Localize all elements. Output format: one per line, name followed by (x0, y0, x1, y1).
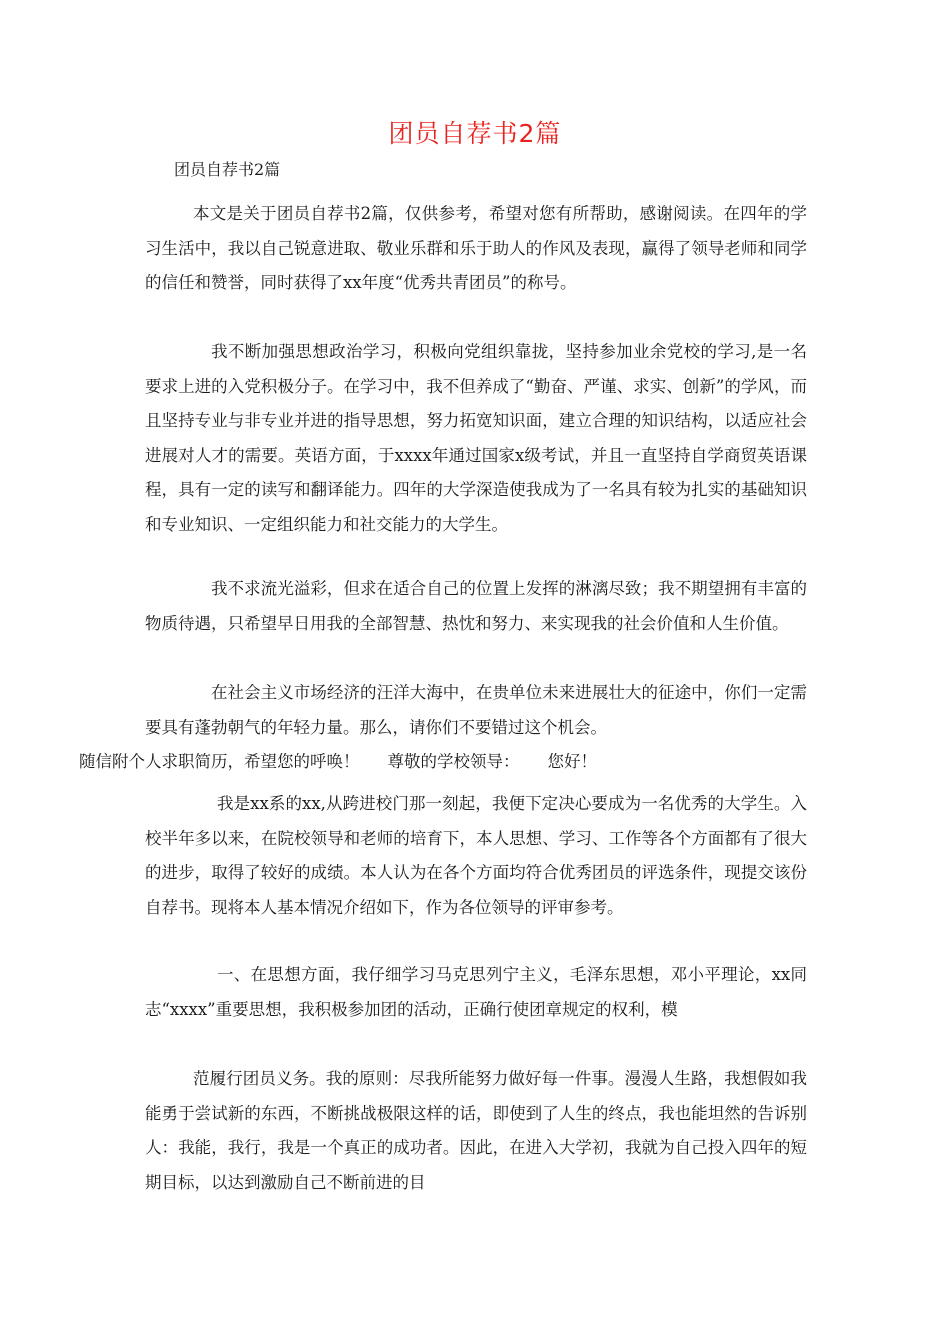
paragraph-3: 我不求流光溢彩，但求在适合自己的位置上发挥的淋漓尽致；我不期望拥有丰富的物质待遇，只希望早日用我的全部智慧、热忱和努力、来实现我的社会价值和人生价值。 (145, 579, 807, 633)
paragraph-2: 我不断加强思想政治学习，积极向党组织靠拢，坚持参加业余党校的学习,是一名要求上进的入党积极分子。在学习中，我不但养成了“勤奋、严谨、求实、创新”的学风，而且坚持专业与非专业并进的指导思想，努力拓宽知识面，建立合理的知识结构，以适应社会进展对人才的需要。英语方面，于xxxx年通过国家x级考试，并且一直坚持自学商贸英语课程，具有一定的读写和翻译能力。四年的大学深造使我成为了一名具有较为扎实的基础知识和专业知识、一定组织能力和社交能力的大学生。 (145, 342, 807, 534)
paragraph-6: 一、在思想方面，我仔细学习马克思列宁主义，毛泽东思想，邓小平理论，xx同志“xxxx”重要思想，我积极参加团的活动，正确行使团章规定的权利，模 (145, 965, 807, 1019)
document-subtitle: 团员自荐书2篇 (174, 160, 281, 179)
document-title: 团员自荐书2篇 (388, 119, 562, 148)
paragraph-4-text: 在社会主义市场经济的汪洋大海中，在贵单位未来进展壮大的征途中，你们一定需要具有蓬勃朝气的年轻力量。那么，请你们不要错过这个机会。 (145, 683, 807, 737)
paragraph-7: 范履行团员义务。我的原则：尽我所能努力做好每一件事。漫漫人生路，我想假如我能勇于尝试新的东西，不断挑战极限这样的话，即使到了人生的终点，我也能坦然的告诉别人：我能，我行，我是一个真正的成功者。因此，在进入大学初，我就为自己投入四年的短期目标，以达到激励自己不断前进的目 (145, 1069, 807, 1192)
paragraph-4 (79, 676, 807, 780)
paragraph-5: 我是xx系的xx,从跨进校门那一刻起，我便下定决心要成为一名优秀的大学生。入校半年多以来，在院校领导和老师的培育下，本人思想、学习、工作等各个方面都有了很大的进步，取得了较好的成绩。本人认为在各个方面均符合优秀团员的评选条件，现提交该份自荐书。现将本人基本情况介绍如下，作为各位领导的评审参考。 (145, 794, 807, 917)
paragraph-1: 本文是关于团员自荐书2篇，仅供参考，希望对您有所帮助，感谢阅读。在四年的学习生活中，我以自己锐意进取、敬业乐群和乐于助人的作风及表现，赢得了领导老师和同学的信任和赞誉，同时获得了xx年度“优秀共青团员”的称号。 (145, 204, 807, 292)
salutation: 尊敬的学校领导： (387, 752, 520, 771)
greeting: 您好！ (547, 752, 597, 771)
resume-note: 随信附个人求职简历，希望您的呼唤！ (79, 752, 360, 771)
